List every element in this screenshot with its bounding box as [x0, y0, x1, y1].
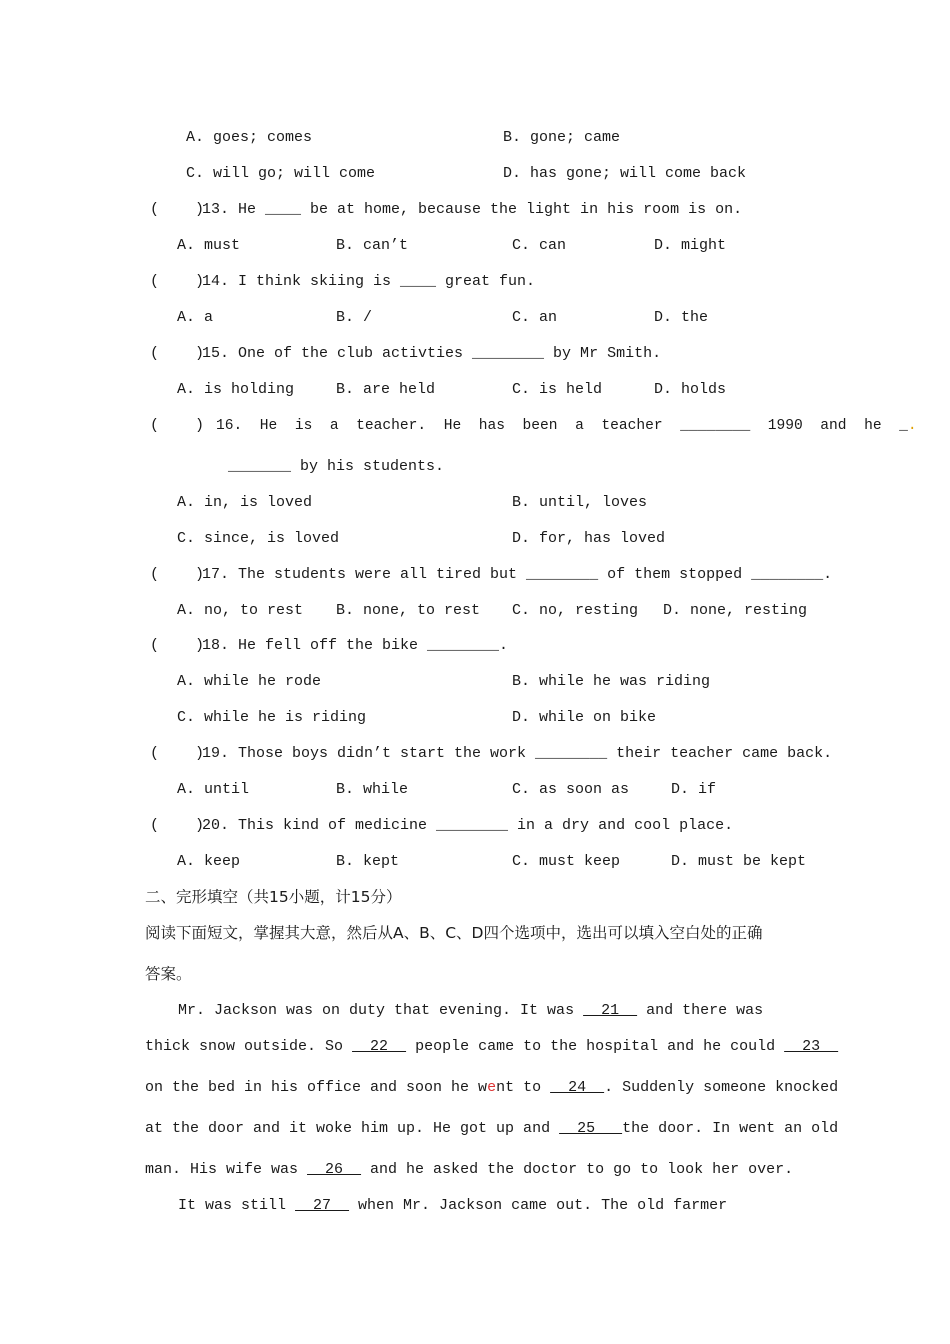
q15-stem: 15. One of the club activties ________ by Mr Smith.	[202, 345, 662, 362]
q15-option-c: C. is held	[512, 381, 603, 398]
passage-red-letter: e	[487, 1079, 497, 1096]
blank-21: 21	[583, 1002, 638, 1019]
q13-option-d: D. might	[654, 237, 727, 254]
q13-answer-paren: ( )	[150, 201, 205, 218]
passage-text: the door. In went an old	[622, 1120, 839, 1137]
passage-line-5	[145, 1160, 793, 1180]
q18-stem: 18. He fell off the bike ________.	[202, 637, 509, 654]
q20-stem: 20. This kind of medicine ________ in a dry and cool place.	[202, 817, 734, 834]
q15-option-d: D. holds	[654, 381, 727, 398]
q15-option-a: A. is holding	[177, 381, 295, 398]
q16-option-c: C. since, is loved	[177, 530, 340, 547]
q12-option-b: B. gone; came	[503, 129, 621, 146]
q20-option-b: B. kept	[336, 853, 400, 870]
q18-option-b: B. while he was riding	[512, 673, 711, 690]
q20-option-d: D. must be kept	[671, 853, 807, 870]
blank-24: 24	[550, 1079, 605, 1096]
passage-text: and there was	[637, 1002, 764, 1019]
q19-answer-paren: ( )	[150, 745, 205, 762]
passage-line-3	[145, 1078, 838, 1098]
passage-text: nt to	[496, 1079, 551, 1096]
passage-text: . Suddenly someone knocked	[604, 1079, 839, 1096]
q14-option-c: C. an	[512, 309, 558, 326]
blank-25: 25	[559, 1120, 623, 1137]
blank-27: 27	[295, 1197, 350, 1214]
passage-text: It was still	[178, 1197, 296, 1214]
q15-answer-paren: ( )	[150, 345, 205, 362]
q18-option-a: A. while he rode	[177, 673, 322, 690]
q16-option-a: A. in, is loved	[177, 494, 313, 511]
q17-option-d: D. none, resting	[663, 602, 808, 619]
q12-option-d: D. has gone; will come back	[503, 165, 747, 182]
q13-option-a: A. must	[177, 237, 241, 254]
q17-option-c: C. no, resting	[512, 602, 639, 619]
blank-23: 23	[784, 1038, 839, 1055]
passage-text: when Mr. Jackson came out. The old farmer	[349, 1197, 728, 1214]
q13-option-c: C. can	[512, 237, 567, 254]
q19-option-a: A. until	[177, 781, 250, 798]
section-heading: 二、完形填空（共15小题，计15分）	[145, 888, 402, 906]
q18-option-d: D. while on bike	[512, 709, 657, 726]
q18-answer-paren: ( )	[150, 637, 205, 654]
q19-stem: 19. Those boys didn’t start the work ________ their teacher came back.	[202, 745, 833, 762]
passage-text: at the door and it woke him up. He got up and	[145, 1120, 560, 1137]
passage-text: and he asked the doctor to go to look her over.	[361, 1161, 794, 1178]
q16-answer-paren: ( )	[150, 417, 205, 434]
q20-answer-paren: ( )	[150, 817, 205, 834]
q16-stem-continued: _______ by his students.	[228, 458, 445, 475]
q14-answer-paren: ( )	[150, 273, 205, 290]
section-instruction-line-2: 答案。	[145, 965, 192, 983]
q17-stem: 17. The students were all tired but ________ of them stopped ________.	[202, 566, 833, 583]
q16-option-b: B. until, loves	[512, 494, 648, 511]
passage-text: on the bed in his office and soon he w	[145, 1079, 488, 1096]
section-instruction-line-1: 阅读下面短文，掌握其大意，然后从A、B、C、D四个选项中，选出可以填入空白处的正确	[145, 924, 763, 942]
q13-stem: 13. He ____ be at home, because the light in his room is on.	[202, 201, 743, 218]
q13-option-b: B. can’t	[336, 237, 409, 254]
q17-option-b: B. none, to rest	[336, 602, 481, 619]
blank-26: 26	[307, 1161, 362, 1178]
q17-option-a: A. no, to rest	[177, 602, 304, 619]
q14-stem: 14. I think skiing is ____ great fun.	[202, 273, 536, 290]
q15-option-b: B. are held	[336, 381, 436, 398]
q20-option-a: A. keep	[177, 853, 241, 870]
q19-option-c: C. as soon as	[512, 781, 630, 798]
q16-stem-text: 16. He is a teacher. He has been a teacher ________ 1990 and he _	[216, 418, 908, 434]
passage-line-6	[178, 1196, 727, 1216]
passage-text: thick snow outside. So	[145, 1038, 353, 1055]
q14-option-b: B. /	[336, 309, 373, 326]
q16-option-d: D. for, has loved	[512, 530, 666, 547]
q17-answer-paren: ( )	[150, 566, 205, 583]
passage-line-2	[145, 1037, 838, 1057]
q14-option-a: A. a	[177, 309, 214, 326]
passage-text: Mr. Jackson was on duty that evening. It was	[178, 1002, 584, 1019]
passage-text: people came to the hospital and he could	[406, 1038, 785, 1055]
q14-option-d: D. the	[654, 309, 709, 326]
passage-line-1	[178, 1001, 763, 1021]
q20-option-c: C. must keep	[512, 853, 621, 870]
q16-stem	[216, 416, 917, 436]
q12-option-a: A. goes; comes	[186, 129, 313, 146]
blank-22: 22	[352, 1038, 407, 1055]
passage-line-4	[145, 1119, 838, 1139]
q18-option-c: C. while he is riding	[177, 709, 367, 726]
passage-text: man. His wife was	[145, 1161, 308, 1178]
q16-stem-dot: .	[907, 418, 917, 434]
q19-option-b: B. while	[336, 781, 409, 798]
q19-option-d: D. if	[671, 781, 717, 798]
q12-option-c: C. will go; will come	[186, 165, 376, 182]
